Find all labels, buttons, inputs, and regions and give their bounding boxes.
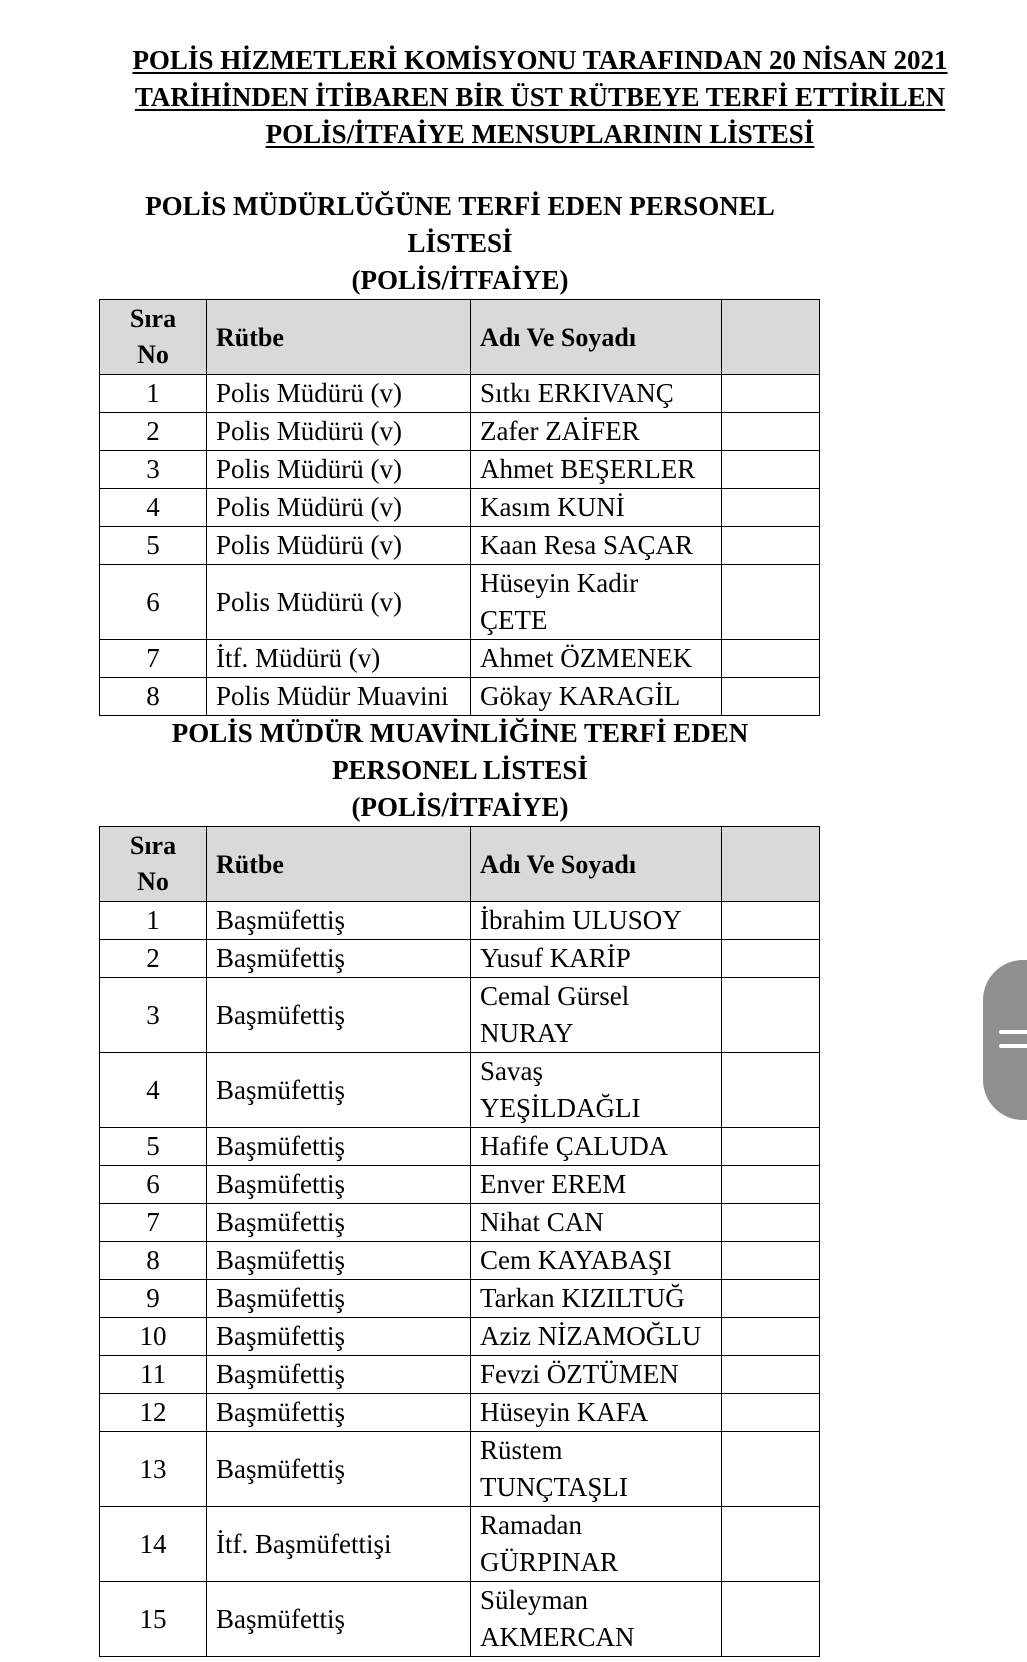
row-empty-cell (722, 1204, 820, 1242)
row-empty-cell (722, 1394, 820, 1432)
table-row (100, 940, 820, 978)
table-row (100, 1204, 820, 1242)
row-empty-cell (722, 1166, 820, 1204)
row-name-line: Kaan Resa SAÇAR (480, 530, 693, 560)
row-number: 1 (100, 902, 207, 940)
row-empty-cell (722, 640, 820, 678)
row-full-name (471, 1204, 722, 1242)
row-name-line: Aziz NİZAMOĞLU (480, 1321, 702, 1351)
table-row (100, 902, 820, 940)
row-number: 8 (100, 1242, 207, 1280)
table-header-row (100, 827, 820, 902)
row-number: 13 (100, 1432, 207, 1507)
section1-title (100, 188, 820, 299)
row-empty-cell (722, 940, 820, 978)
row-name-line: Ahmet BEŞERLER (480, 454, 696, 484)
table-row (100, 640, 820, 678)
document-title-line: TARİHİNDEN İTİBAREN BİR ÜST RÜTBEYE TERFİ ETTİRİLEN (134, 82, 946, 112)
table-header-row (100, 300, 820, 375)
row-rank: Polis Müdürü (v) (207, 527, 471, 565)
row-number: 11 (100, 1356, 207, 1394)
row-number: 15 (100, 1582, 207, 1657)
row-name-line: Süleyman (480, 1585, 588, 1615)
row-full-name (471, 940, 722, 978)
section2-title-line: POLİS MÜDÜR MUAVİNLİĞİNE TERFİ EDEN (171, 718, 749, 748)
row-rank: Başmüfettiş (207, 902, 471, 940)
section1-title-line: POLİS MÜDÜRLÜĞÜNE TERFİ EDEN PERSONEL (145, 191, 775, 221)
table-row (100, 1432, 820, 1507)
row-number: 3 (100, 451, 207, 489)
table-row (100, 375, 820, 413)
table-row (100, 678, 820, 716)
row-rank: Başmüfettiş (207, 1432, 471, 1507)
row-name-line: Kasım KUNİ (480, 492, 625, 522)
table-row (100, 1128, 820, 1166)
row-name-line: ÇETE (480, 605, 548, 635)
row-rank: Başmüfettiş (207, 1394, 471, 1432)
header-sira-label: Sıra (129, 304, 177, 333)
document-title-line: POLİS HİZMETLERİ KOMİSYONU TARAFINDAN 20 NİSAN 2021 (132, 45, 948, 75)
row-full-name (471, 1507, 722, 1582)
row-full-name (471, 1318, 722, 1356)
row-empty-cell (722, 1318, 820, 1356)
header-no-label: No (137, 340, 169, 369)
section2-title-line: PERSONEL LİSTESİ (332, 755, 588, 785)
row-rank: Başmüfettiş (207, 1582, 471, 1657)
row-number: 12 (100, 1394, 207, 1432)
row-name-line: Fevzi ÖZTÜMEN (480, 1359, 679, 1389)
table-row (100, 1318, 820, 1356)
table-row (100, 1053, 820, 1128)
row-empty-cell (722, 1280, 820, 1318)
row-full-name (471, 451, 722, 489)
row-name-line: Nihat CAN (480, 1207, 604, 1237)
row-full-name (471, 1053, 722, 1128)
row-name-line: NURAY (480, 1018, 574, 1048)
table-row (100, 451, 820, 489)
row-name-line: İbrahim ULUSOY (480, 905, 682, 935)
row-name-line: Gökay KARAGİL (480, 681, 681, 711)
row-full-name (471, 375, 722, 413)
row-number: 3 (100, 978, 207, 1053)
row-empty-cell (722, 413, 820, 451)
row-empty-cell (722, 1432, 820, 1507)
row-name-line: TUNÇTAŞLI (480, 1472, 628, 1502)
table-row (100, 565, 820, 640)
row-full-name (471, 1356, 722, 1394)
row-empty-cell (722, 1053, 820, 1128)
row-name-line: Savaş (480, 1056, 543, 1086)
section2-title-line: (POLİS/İTFAİYE) (351, 792, 569, 822)
row-rank: Polis Müdürü (v) (207, 375, 471, 413)
table-row (100, 1394, 820, 1432)
row-name-line: Rüstem (480, 1435, 563, 1465)
table-row (100, 527, 820, 565)
row-name-line: Cem KAYABAŞI (480, 1245, 672, 1275)
header-sira-label: Sıra (129, 831, 177, 860)
header-empty (722, 827, 820, 902)
row-name-line: GÜRPINAR (480, 1547, 619, 1577)
row-rank: Başmüfettiş (207, 1053, 471, 1128)
row-number: 5 (100, 1128, 207, 1166)
side-panel-handle[interactable] (983, 960, 1027, 1120)
header-sira-no (100, 827, 207, 902)
table-row (100, 413, 820, 451)
row-name-line: Sıtkı ERKIVANÇ (480, 378, 674, 408)
row-full-name (471, 1242, 722, 1280)
row-empty-cell (722, 678, 820, 716)
row-number: 5 (100, 527, 207, 565)
row-name-line: Cemal Gürsel (480, 981, 630, 1011)
row-name-line: Yusuf KARİP (480, 943, 631, 973)
row-rank: Polis Müdürü (v) (207, 489, 471, 527)
row-rank: Polis Müdürü (v) (207, 451, 471, 489)
row-name-line: Ramadan (480, 1510, 582, 1540)
row-number: 14 (100, 1507, 207, 1582)
row-number: 9 (100, 1280, 207, 1318)
row-number: 8 (100, 678, 207, 716)
row-number: 6 (100, 565, 207, 640)
row-rank: Başmüfettiş (207, 1280, 471, 1318)
handle-grip-line-icon (999, 1044, 1027, 1048)
row-rank: Polis Müdür Muavini (207, 678, 471, 716)
row-empty-cell (722, 1582, 820, 1657)
row-full-name (471, 678, 722, 716)
row-rank: Polis Müdürü (v) (207, 413, 471, 451)
row-empty-cell (722, 565, 820, 640)
header-rutbe: Rütbe (207, 827, 471, 902)
table-row (100, 1507, 820, 1582)
section1-title-line: LİSTESİ (407, 228, 513, 258)
table-row (100, 1242, 820, 1280)
table-row (100, 1356, 820, 1394)
row-empty-cell (722, 978, 820, 1053)
row-full-name (471, 565, 722, 640)
row-full-name (471, 1280, 722, 1318)
document-title-line: POLİS/İTFAİYE MENSUPLARININ LİSTESİ (265, 119, 815, 149)
section1-title-line: (POLİS/İTFAİYE) (351, 265, 569, 295)
row-empty-cell (722, 489, 820, 527)
row-rank: Başmüfettiş (207, 1318, 471, 1356)
table-row (100, 1582, 820, 1657)
row-rank: Başmüfettiş (207, 1242, 471, 1280)
row-full-name (471, 978, 722, 1053)
row-number: 4 (100, 1053, 207, 1128)
header-ad-soyad: Adı Ve Soyadı (471, 827, 722, 902)
row-rank: Başmüfettiş (207, 978, 471, 1053)
row-name-line: Hüseyin Kadir (480, 568, 639, 598)
row-name-line: Tarkan KIZILTUĞ (480, 1283, 685, 1313)
row-empty-cell (722, 1128, 820, 1166)
row-full-name (471, 640, 722, 678)
row-rank: Başmüfettiş (207, 1128, 471, 1166)
row-number: 2 (100, 413, 207, 451)
section2-table (99, 826, 820, 1657)
section2-title (100, 715, 820, 826)
row-full-name (471, 413, 722, 451)
row-empty-cell (722, 375, 820, 413)
row-name-line: Hüseyin KAFA (480, 1397, 649, 1427)
row-full-name (471, 1394, 722, 1432)
header-ad-soyad: Adı Ve Soyadı (471, 300, 722, 375)
row-full-name (471, 1432, 722, 1507)
document-title (60, 42, 1020, 153)
row-full-name (471, 1166, 722, 1204)
row-rank: Başmüfettiş (207, 1204, 471, 1242)
row-empty-cell (722, 527, 820, 565)
row-empty-cell (722, 451, 820, 489)
header-sira-no (100, 300, 207, 375)
row-rank: Başmüfettiş (207, 1356, 471, 1394)
row-name-line: Ahmet ÖZMENEK (480, 643, 693, 673)
row-full-name (471, 902, 722, 940)
row-number: 6 (100, 1166, 207, 1204)
row-rank: İtf. Müdürü (v) (207, 640, 471, 678)
row-full-name (471, 527, 722, 565)
row-number: 4 (100, 489, 207, 527)
header-no-label: No (137, 867, 169, 896)
header-empty (722, 300, 820, 375)
table-row (100, 1166, 820, 1204)
row-empty-cell (722, 1507, 820, 1582)
row-number: 2 (100, 940, 207, 978)
row-rank: Başmüfettiş (207, 1166, 471, 1204)
row-name-line: Enver EREM (480, 1169, 627, 1199)
row-name-line: YEŞİLDAĞLI (480, 1093, 641, 1123)
row-full-name (471, 1582, 722, 1657)
row-name-line: AKMERCAN (480, 1622, 635, 1652)
row-rank: Polis Müdürü (v) (207, 565, 471, 640)
row-number: 1 (100, 375, 207, 413)
row-number: 10 (100, 1318, 207, 1356)
section1-table (99, 299, 820, 716)
row-full-name (471, 1128, 722, 1166)
row-empty-cell (722, 902, 820, 940)
row-name-line: Hafife ÇALUDA (480, 1131, 669, 1161)
row-number: 7 (100, 1204, 207, 1242)
table-row (100, 489, 820, 527)
row-full-name (471, 489, 722, 527)
row-rank: İtf. Başmüfettişi (207, 1507, 471, 1582)
table-row (100, 978, 820, 1053)
row-empty-cell (722, 1242, 820, 1280)
row-number: 7 (100, 640, 207, 678)
header-rutbe: Rütbe (207, 300, 471, 375)
table-row (100, 1280, 820, 1318)
row-empty-cell (722, 1356, 820, 1394)
row-rank: Başmüfettiş (207, 940, 471, 978)
row-name-line: Zafer ZAİFER (480, 416, 640, 446)
handle-grip-line-icon (999, 1030, 1027, 1034)
